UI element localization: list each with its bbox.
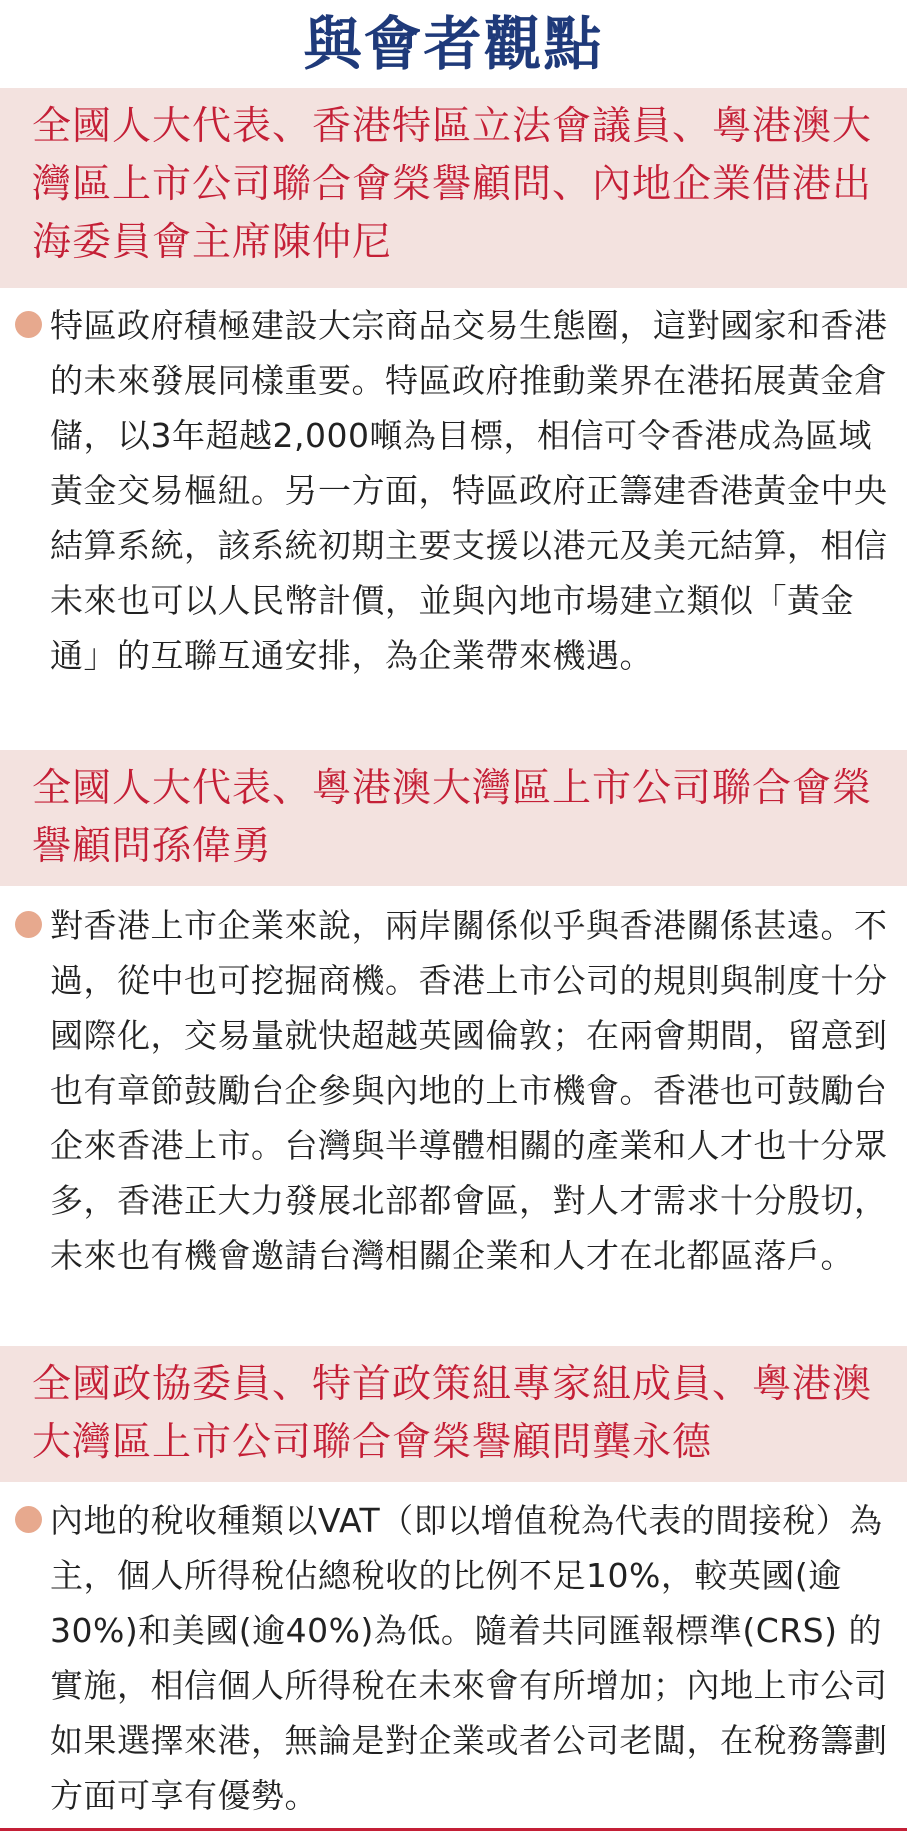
bullet-dot-icon [15, 911, 42, 938]
speaker-header-1: 全國人大代表、香港特區立法會議員、粵港澳大灣區上市公司聯合會榮譽顧問、內地企業借港出海委員會主席陳仲尼 [0, 88, 907, 288]
bullet-dot-icon [15, 311, 42, 338]
speaker-header-2: 全國人大代表、粵港澳大灣區上市公司聯合會榮譽顧問孫偉勇 [0, 750, 907, 886]
speaker-quote-3: 內地的稅收種類以VAT（即以增值稅為代表的間接稅）為主，個人所得稅佔總稅收的比例不足10%，較英國(逾30%)和美國(逾40%)為低。隨着共同匯報標準(CRS) 的實施，相信個人所得稅在未來會有所增加；內地上市公司如果選擇來港，無論是對企業或者公司老闆，在稅務籌劃方面可享有優勢。 [50, 1501, 888, 1815]
speaker-quote-2: 對香港上市企業來說，兩岸關係似乎與香港關係甚遠。不過，從中也可挖掘商機。香港上市公司的規則與制度十分國際化，交易量就快超越英國倫敦；在兩會期間，留意到也有章節鼓勵台企參與內地的上市機會。香港也可鼓勵台企來香港上市。台灣與半導體相關的產業和人才也十分眾多，香港正大力發展北部都會區，對人才需求十分殷切，未來也有機會邀請台灣相關企業和人才在北都區落戶。 [50, 906, 888, 1275]
bullet-dot-icon [15, 1506, 42, 1533]
speaker-header-3: 全國政協委員、特首政策組專家組成員、粵港澳大灣區上市公司聯合會榮譽顧問龔永德 [0, 1346, 907, 1482]
page-title: 與會者觀點 [303, 10, 604, 78]
speaker-quote-1: 特區政府積極建設大宗商品交易生態圈，這對國家和香港的未來發展同樣重要。特區政府推動業界在港拓展黃金倉儲，以3年超越2,000噸為目標，相信可令香港成為區域黃金交易樞紐。另一方面，特區政府正籌建香港黃金中央結算系統，該系統初期主要支援以港元及美元結算，相信未來也可以人民幣計價，並與內地市場建立類似「黃金通」的互聯互通安排，為企業帶來機遇。 [50, 306, 888, 675]
